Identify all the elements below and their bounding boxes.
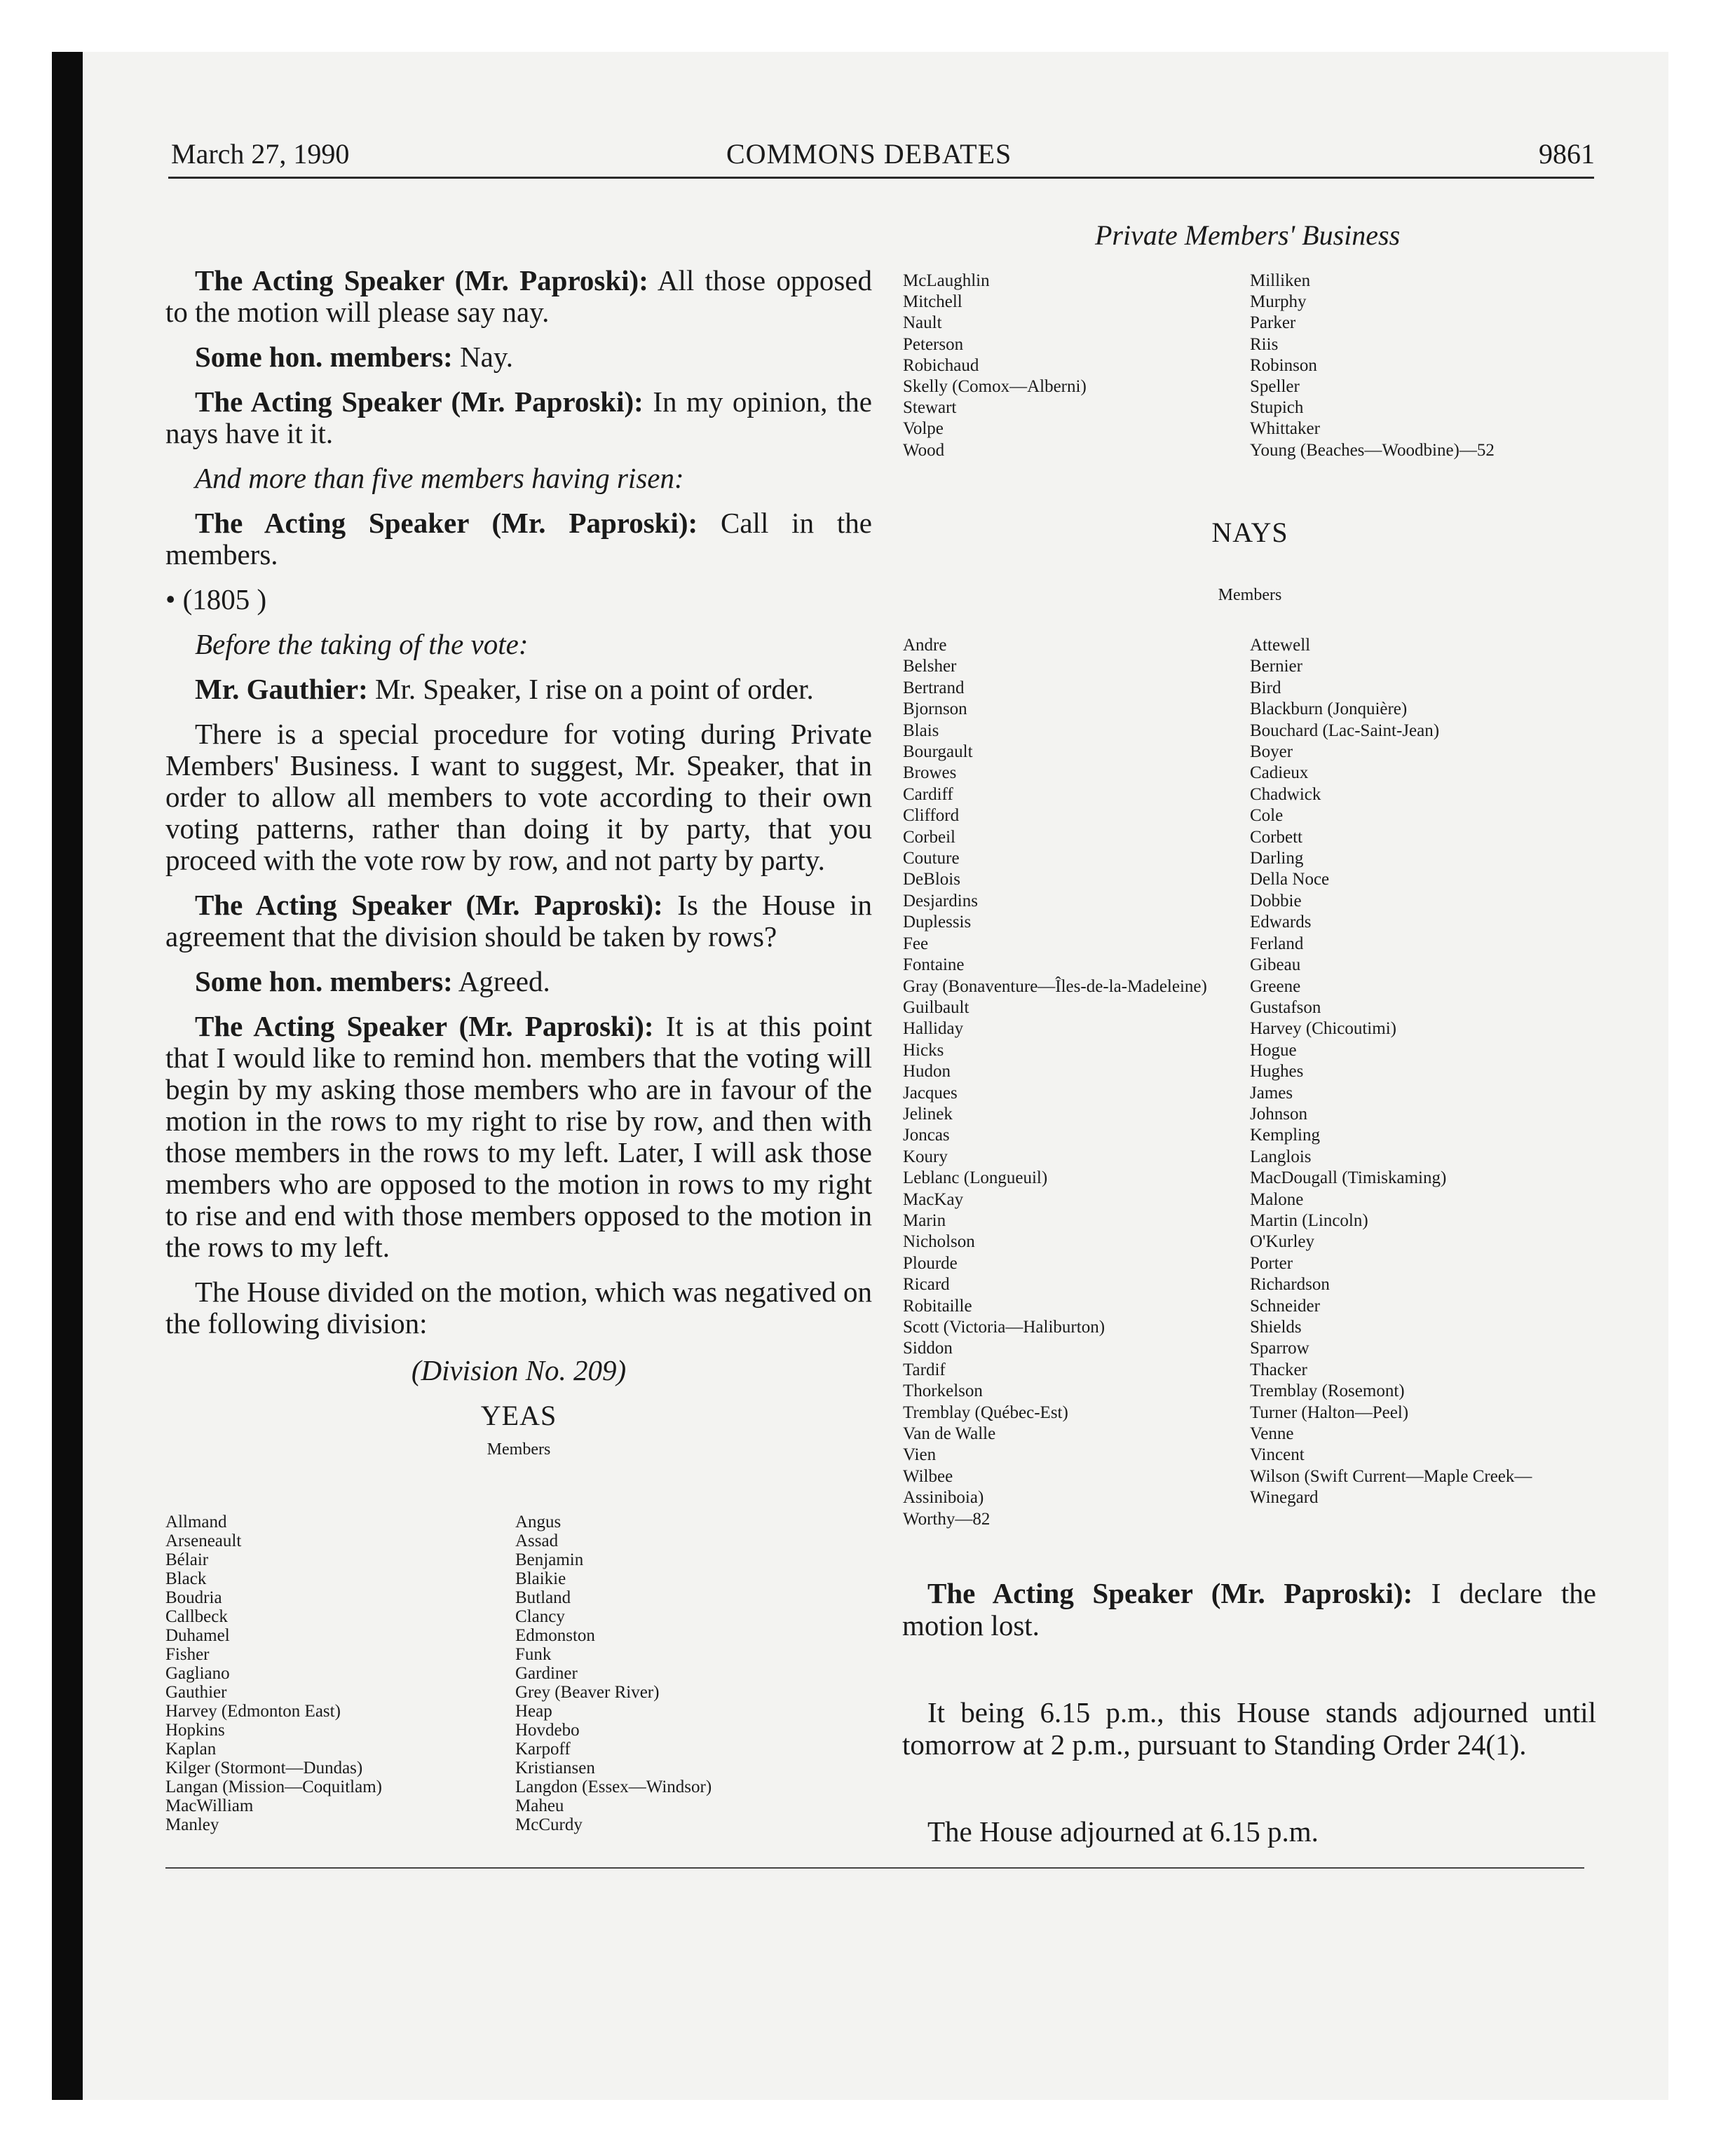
nay-member-name: Shields bbox=[1250, 1318, 1302, 1337]
yea-member-name: Parker bbox=[1250, 313, 1296, 333]
nay-member-name: Della Noce bbox=[1250, 870, 1330, 889]
yea-member-name: Angus bbox=[515, 1513, 562, 1531]
paragraph bbox=[165, 341, 872, 373]
nay-member-name: Scott (Victoria—Haliburton) bbox=[903, 1318, 1105, 1337]
adjourn-notice-text: It being 6.15 p.m., this House stands adjourned until tomorrow at 2 p.m., pursuant to Standing Order 24(1). bbox=[902, 1696, 1596, 1761]
left-column bbox=[165, 265, 872, 1473]
division-number: (Division No. 209) bbox=[411, 1354, 627, 1386]
paragraph bbox=[165, 507, 872, 571]
yea-member-name: Hopkins bbox=[165, 1721, 225, 1740]
yea-member-name: Heap bbox=[515, 1702, 552, 1721]
nay-member-name: O'Kurley bbox=[1250, 1232, 1314, 1252]
nays-heading: NAYS bbox=[1211, 517, 1288, 548]
header-title: COMMONS DEBATES bbox=[726, 138, 1012, 170]
nay-member-name: Nicholson bbox=[903, 1232, 975, 1252]
yea-member-name: Volpe bbox=[903, 419, 944, 439]
nay-member-name: Robitaille bbox=[903, 1296, 972, 1316]
yea-member-name: Allmand bbox=[165, 1513, 227, 1531]
footer-rule bbox=[165, 1867, 1584, 1869]
header-date: March 27, 1990 bbox=[171, 138, 350, 170]
speaker-label: The Acting Speaker (Mr. Paproski): bbox=[195, 386, 644, 418]
yea-member-name: Skelly (Comox—Alberni) bbox=[903, 377, 1087, 397]
speaker-label: Mr. Gauthier: bbox=[195, 673, 368, 705]
nay-member-name: Bourgault bbox=[903, 742, 973, 762]
yea-member-name: Langdon (Essex—Windsor) bbox=[515, 1778, 712, 1796]
nay-member-name: Joncas bbox=[903, 1126, 950, 1145]
yeas-heading: YEAS bbox=[480, 1400, 557, 1431]
nay-member-name: Johnson bbox=[1250, 1104, 1307, 1124]
nays-list-col2 bbox=[1250, 635, 1600, 1509]
yea-member-name: Bélair bbox=[165, 1550, 209, 1569]
adjourned-text: The House adjourned at 6.15 p.m. bbox=[927, 1815, 1319, 1848]
nay-member-name: MacDougall (Timiskaming) bbox=[1250, 1168, 1447, 1188]
yea-member-name: Nault bbox=[903, 313, 942, 333]
nay-member-name: Clifford bbox=[903, 806, 960, 826]
yea-member-name: MacWilliam bbox=[165, 1796, 254, 1815]
speech-text: Agreed. bbox=[458, 965, 550, 997]
nay-member-name: Leblanc (Longueuil) bbox=[903, 1168, 1048, 1188]
speaker-label: The Acting Speaker (Mr. Paproski): bbox=[195, 889, 663, 921]
nay-member-name: Vincent bbox=[1250, 1445, 1305, 1465]
nay-member-name: Cadieux bbox=[1250, 763, 1309, 783]
nay-member-name: Koury bbox=[903, 1147, 948, 1166]
nay-member-name: Jelinek bbox=[903, 1104, 953, 1124]
yea-member-name: Peterson bbox=[903, 334, 964, 354]
nay-member-name: Fontaine bbox=[903, 955, 965, 975]
nay-member-name: Gibeau bbox=[1250, 955, 1301, 975]
paragraph bbox=[165, 889, 872, 953]
yea-member-name: Gauthier bbox=[165, 1683, 227, 1702]
nay-member-name: Corbeil bbox=[903, 827, 955, 847]
speaker-label: The Acting Speaker (Mr. Paproski): bbox=[195, 264, 648, 296]
nay-member-name: Tremblay (Rosemont) bbox=[1250, 1381, 1405, 1401]
nay-member-name: Kempling bbox=[1250, 1126, 1320, 1145]
nay-member-name: Wilbee bbox=[903, 1466, 953, 1486]
yea-member-name: Assad bbox=[515, 1531, 559, 1550]
yea-member-name: Funk bbox=[515, 1645, 552, 1664]
speaker-label: The Acting Speaker (Mr. Paproski): bbox=[195, 1010, 654, 1042]
nay-member-name: Gray (Bonaventure—Îles-de-la-Madeleine) bbox=[903, 976, 1207, 996]
paragraph bbox=[165, 265, 872, 328]
yeas-list-col3 bbox=[903, 271, 1239, 461]
nay-member-name: Siddon bbox=[903, 1339, 953, 1358]
yea-member-name: Kristiansen bbox=[515, 1759, 595, 1778]
nay-member-name: Blais bbox=[903, 721, 939, 740]
stage-direction: And more than five members having risen: bbox=[195, 462, 684, 494]
yea-member-name: Kaplan bbox=[165, 1740, 217, 1759]
yeas-members-label: Members bbox=[487, 1440, 551, 1459]
nay-member-name: Chadwick bbox=[1250, 784, 1321, 804]
yea-member-name: Clancy bbox=[515, 1607, 565, 1626]
nay-member-name: Winegard bbox=[1250, 1488, 1319, 1508]
nay-member-name: Greene bbox=[1250, 976, 1301, 996]
nay-member-name: Duplessis bbox=[903, 913, 972, 932]
speech-text: Nay. bbox=[460, 341, 513, 373]
nay-member-name: Hudon bbox=[903, 1062, 951, 1082]
yea-member-name: Black bbox=[165, 1569, 207, 1588]
yeas-list-col4 bbox=[1250, 271, 1600, 461]
speech-text: In my opinion, the nays have it it. bbox=[165, 386, 873, 449]
nay-member-name: Malone bbox=[1250, 1189, 1304, 1209]
yea-member-name: Fisher bbox=[165, 1645, 210, 1664]
nay-member-name: Hughes bbox=[1250, 1062, 1304, 1082]
adjourned-line bbox=[902, 1815, 1596, 1848]
nay-member-name: Cole bbox=[1250, 806, 1284, 826]
nay-member-name: Venne bbox=[1250, 1424, 1294, 1444]
speech-text: Call in the members. bbox=[165, 507, 873, 571]
nay-member-name: Porter bbox=[1250, 1253, 1293, 1273]
nay-member-name: Dobbie bbox=[1250, 891, 1302, 910]
nay-member-name: Edwards bbox=[1250, 913, 1312, 932]
yea-member-name: Murphy bbox=[1250, 292, 1307, 312]
speech-text: Mr. Speaker, I rise on a point of order. bbox=[374, 673, 814, 705]
nay-member-name: Marin bbox=[903, 1210, 946, 1230]
section-heading: Private Members' Business bbox=[1095, 219, 1401, 251]
nay-member-name: Wilson (Swift Current—Maple Creek— bbox=[1250, 1466, 1532, 1486]
yea-member-name: Young (Beaches—Woodbine)—52 bbox=[1250, 440, 1495, 460]
yea-member-name: Manley bbox=[165, 1815, 219, 1834]
yea-member-name: McCurdy bbox=[515, 1815, 583, 1834]
nay-member-name: Browes bbox=[903, 763, 957, 783]
nay-member-name: Darling bbox=[1250, 849, 1304, 868]
paragraph: There is a special procedure for voting during Private Members' Business. I want to suggest, Mr. Speaker, that in order to allow all members to vote according to their own voting patterns, rather than doing it by party, that you proceed with the vote row by row, and not party by party. bbox=[165, 718, 872, 876]
speaker-label: Some hon. members: bbox=[195, 965, 453, 997]
yea-member-name: Robinson bbox=[1250, 355, 1317, 375]
nay-member-name: Schneider bbox=[1250, 1296, 1320, 1316]
yea-member-name: Blaikie bbox=[515, 1569, 566, 1588]
nay-member-name: Desjardins bbox=[903, 891, 978, 910]
yea-member-name: Boudria bbox=[165, 1588, 222, 1607]
nays-members-label: Members bbox=[1218, 586, 1282, 604]
yea-member-name: Butland bbox=[515, 1588, 571, 1607]
stage-direction: Before the taking of the vote: bbox=[195, 628, 529, 660]
yea-member-name: Robichaud bbox=[903, 355, 979, 375]
yea-member-name: Benjamin bbox=[515, 1550, 584, 1569]
yea-member-name: Mitchell bbox=[903, 292, 962, 312]
nay-member-name: Couture bbox=[903, 849, 960, 868]
yea-member-name: Stupich bbox=[1250, 398, 1304, 418]
nay-member-name: Hogue bbox=[1250, 1040, 1297, 1060]
paragraph bbox=[165, 386, 872, 449]
nay-member-name: Vien bbox=[903, 1445, 937, 1465]
yea-member-name: Gagliano bbox=[165, 1664, 230, 1683]
nay-member-name: DeBlois bbox=[903, 870, 960, 889]
speaker-label: The Acting Speaker (Mr. Paproski): bbox=[195, 507, 698, 539]
nay-member-name: Thacker bbox=[1250, 1360, 1307, 1379]
nay-member-name: Attewell bbox=[1250, 636, 1311, 655]
yeas-list-col2 bbox=[515, 1513, 880, 1834]
yea-member-name: Langan (Mission—Coquitlam) bbox=[165, 1778, 382, 1796]
nay-member-name: Turner (Halton—Peel) bbox=[1250, 1403, 1409, 1422]
yea-member-name: Kilger (Stormont—Dundas) bbox=[165, 1759, 363, 1778]
paragraph bbox=[165, 674, 872, 705]
nay-member-name: MacKay bbox=[903, 1189, 964, 1209]
declaration bbox=[902, 1577, 1596, 1642]
yea-member-name: Maheu bbox=[515, 1796, 564, 1815]
nay-member-name: Bouchard (Lac-Saint-Jean) bbox=[1250, 721, 1440, 740]
yea-member-name: Whittaker bbox=[1250, 419, 1320, 439]
yea-member-name: McLaughlin bbox=[903, 271, 990, 290]
nay-member-name: Worthy—82 bbox=[903, 1509, 991, 1529]
yea-member-name: Edmonston bbox=[515, 1626, 595, 1645]
nay-member-name: Langlois bbox=[1250, 1147, 1312, 1166]
speech-text: It is at this point that I would like to remind hon. members that the voting will begin by my asking those members who are in favour of the motion in the rows to my right to rise by row, and then with those members in the rows to my left. Later, I will ask those members who are opposed to the motion in rows to my right to rise and end with those members opposed to the motion in the rows to my left. bbox=[165, 1010, 873, 1263]
speech-text: All those opposed to the motion will please say nay. bbox=[165, 264, 872, 328]
yea-member-name: Harvey (Edmonton East) bbox=[165, 1702, 341, 1721]
nay-member-name: Andre bbox=[903, 636, 947, 655]
nay-member-name: Bertrand bbox=[903, 678, 965, 697]
speaker-label: The Acting Speaker (Mr. Paproski): bbox=[927, 1577, 1413, 1609]
yea-member-name: Milliken bbox=[1250, 271, 1311, 290]
nay-member-name: Tardif bbox=[903, 1360, 946, 1379]
adjourn-notice bbox=[902, 1696, 1596, 1761]
yea-member-name: Duhamel bbox=[165, 1626, 230, 1645]
nay-member-name: Halliday bbox=[903, 1019, 964, 1039]
yea-member-name: Riis bbox=[1250, 334, 1279, 354]
nay-member-name: Bernier bbox=[1250, 657, 1302, 676]
nay-member-name: Bjornson bbox=[903, 700, 967, 719]
nay-member-name: Corbett bbox=[1250, 827, 1302, 847]
yea-member-name: Speller bbox=[1250, 377, 1300, 397]
page-number: 9861 bbox=[1539, 138, 1595, 170]
nay-member-name: Gustafson bbox=[1250, 997, 1321, 1017]
speaker-label: Some hon. members: bbox=[195, 341, 453, 373]
nays-list-col1 bbox=[903, 635, 1239, 1530]
yea-member-name: Wood bbox=[903, 440, 945, 460]
nay-member-name: Blackburn (Jonquière) bbox=[1250, 700, 1408, 719]
nay-member-name: Guilbault bbox=[903, 997, 969, 1017]
timestamp: • (1805 ) bbox=[165, 583, 267, 615]
nay-member-name: Cardiff bbox=[903, 784, 953, 804]
yea-member-name: Arseneault bbox=[165, 1531, 242, 1550]
nay-member-name: Sparrow bbox=[1250, 1339, 1309, 1358]
nay-member-name: Hicks bbox=[903, 1040, 944, 1060]
nay-member-name: Ricard bbox=[903, 1275, 950, 1295]
speech-text: Is the House in agreement that the division should be taken by rows? bbox=[165, 889, 872, 953]
nay-member-name: Tremblay (Québec-Est) bbox=[903, 1403, 1068, 1422]
nay-member-name: Martin (Lincoln) bbox=[1250, 1210, 1368, 1230]
nay-member-name: Belsher bbox=[903, 657, 957, 676]
nay-member-name: Thorkelson bbox=[903, 1381, 983, 1401]
yea-member-name: Callbeck bbox=[165, 1607, 228, 1626]
yea-member-name: Hovdebo bbox=[515, 1721, 580, 1740]
nay-member-name: Plourde bbox=[903, 1253, 958, 1273]
nay-member-name: Ferland bbox=[1250, 934, 1304, 953]
paragraph bbox=[165, 1011, 872, 1263]
speech-text: I declare the motion lost. bbox=[902, 1577, 1597, 1642]
nay-member-name: Jacques bbox=[903, 1083, 958, 1103]
nay-member-name: Van de Walle bbox=[903, 1424, 996, 1444]
header-rule bbox=[168, 177, 1594, 179]
nay-member-name: James bbox=[1250, 1083, 1293, 1103]
paragraph: The House divided on the motion, which was negatived on the following division: bbox=[165, 1276, 872, 1339]
yeas-list-col1 bbox=[165, 1513, 516, 1834]
scan-edge-bar bbox=[52, 52, 83, 2100]
yea-member-name: Karpoff bbox=[515, 1740, 571, 1759]
nay-member-name: Assiniboia) bbox=[903, 1488, 984, 1508]
yea-member-name: Stewart bbox=[903, 398, 957, 418]
nay-member-name: Bird bbox=[1250, 678, 1281, 697]
nay-member-name: Richardson bbox=[1250, 1275, 1330, 1295]
yea-member-name: Gardiner bbox=[515, 1664, 578, 1683]
nay-member-name: Fee bbox=[903, 934, 929, 953]
paragraph bbox=[165, 966, 872, 997]
yea-member-name: Grey (Beaver River) bbox=[515, 1683, 660, 1702]
nay-member-name: Boyer bbox=[1250, 742, 1293, 762]
nay-member-name: Harvey (Chicoutimi) bbox=[1250, 1019, 1396, 1039]
